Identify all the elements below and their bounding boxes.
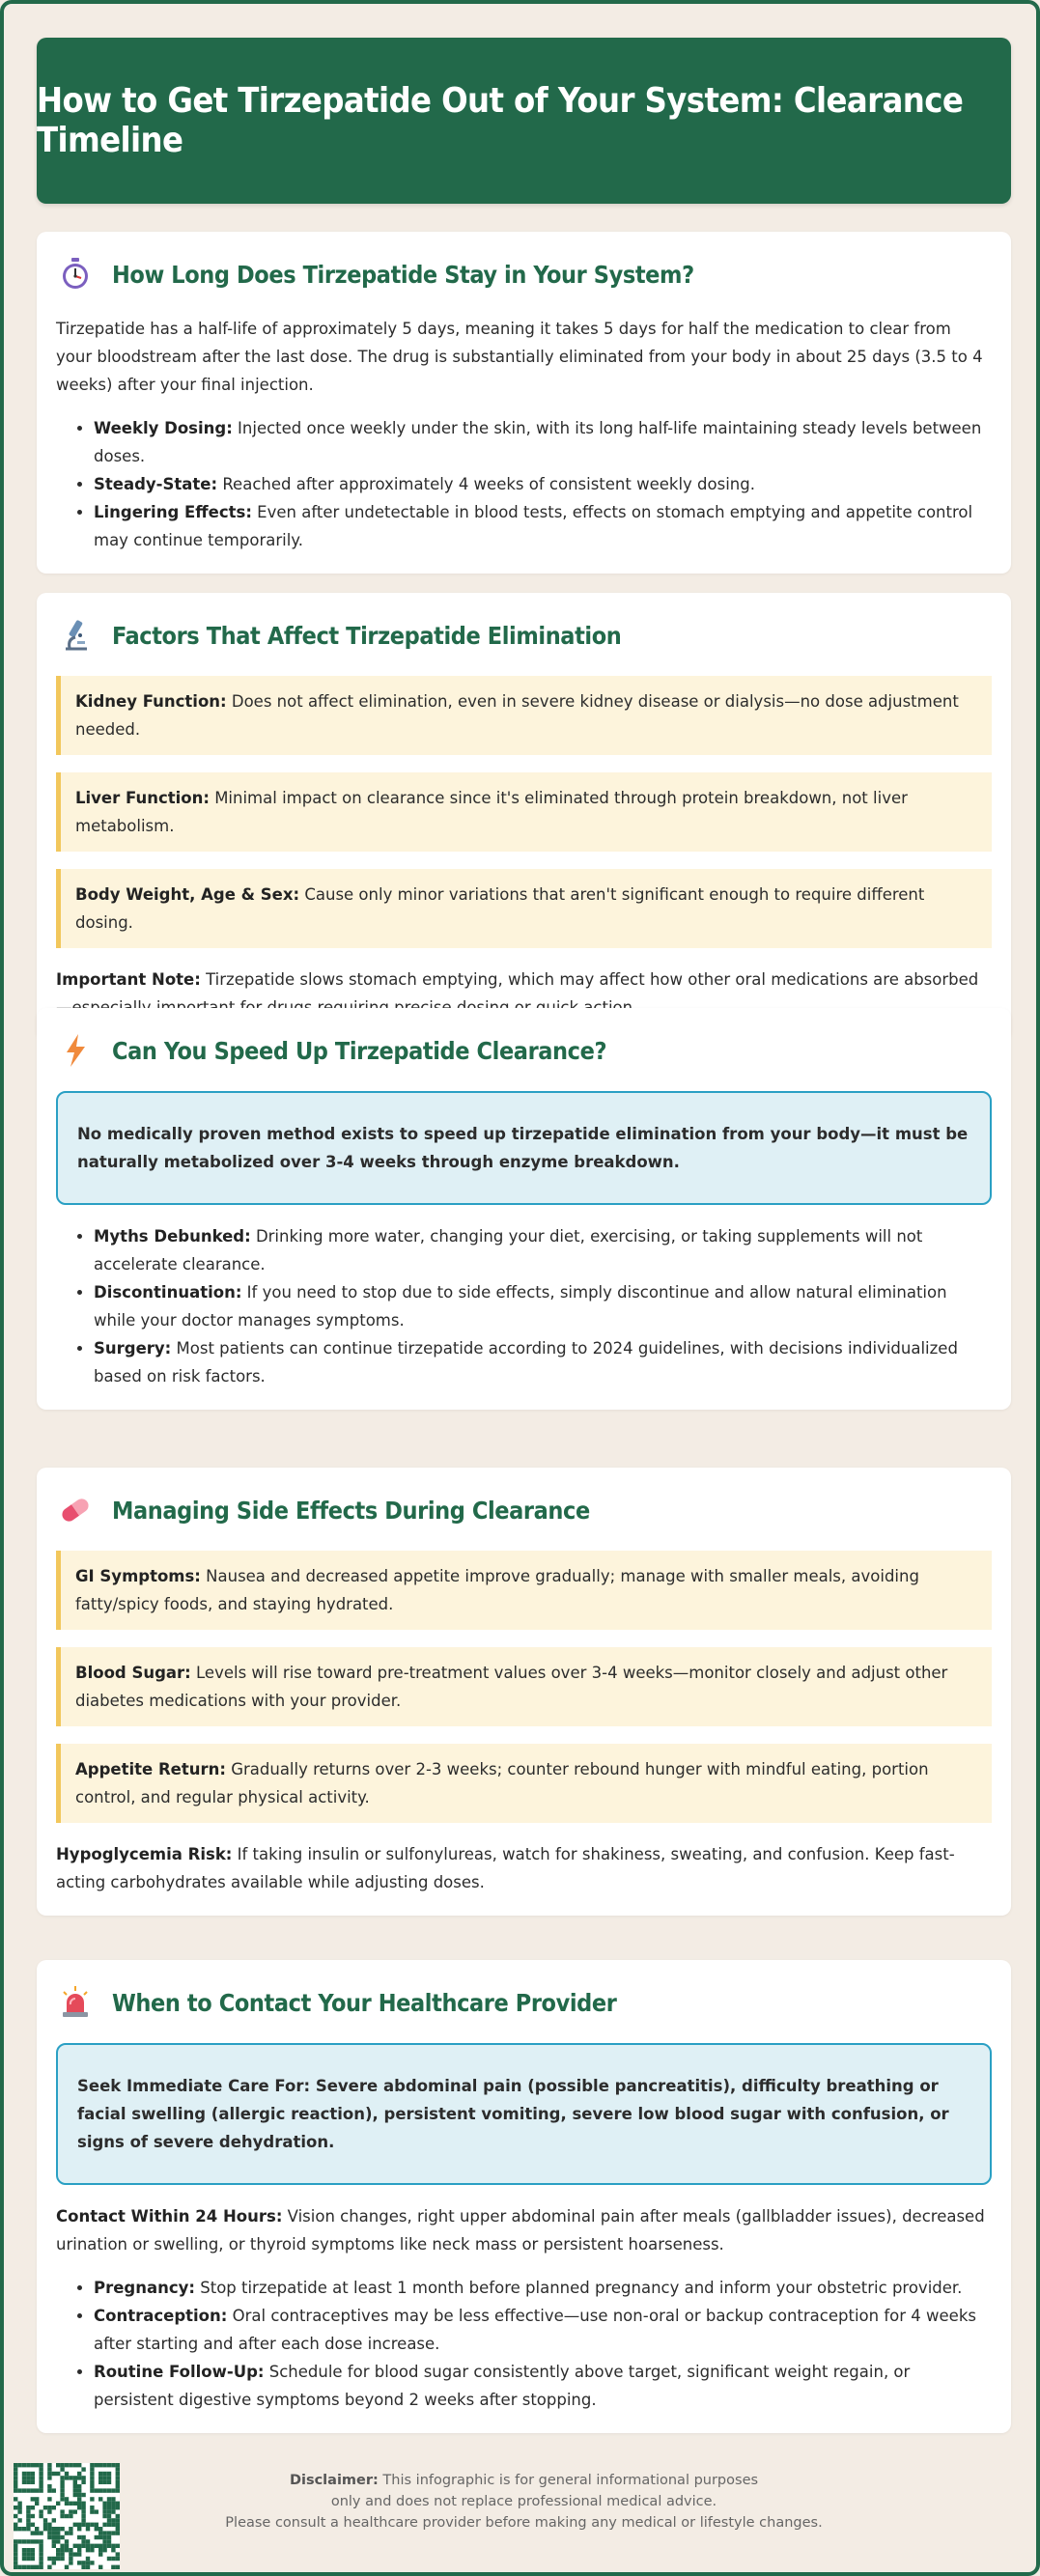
list-item: • Surgery: Most patients can continue tirzepatide according to 2024 guidelines, with decisions individualized based on risk factors.	[94, 1334, 992, 1390]
callout-appetite-return: Appetite Return: Gradually returns over 2-3 weeks; counter rebound hunger with mindful eating, portion control, and regular physical activity.	[56, 1744, 992, 1823]
list-item: • Myths Debunked: Drinking more water, changing your diet, exercising, or taking supplements will not accelerate clearance.	[94, 1222, 992, 1278]
stopwatch-icon	[56, 255, 95, 294]
hypoglycemia-note: Hypoglycemia Risk: If taking insulin or sulfonylureas, watch for shakiness, sweating, and confusion. Keep fast-acting carbohydrates available while adjusting doses.	[56, 1845, 955, 1891]
section-title: Can You Speed Up Tirzepatide Clearance?	[112, 1036, 607, 1065]
contact-24-hours: Contact Within 24 Hours: Vision changes, right upper abdominal pain after meals (gallbladder issues), decreased urination or swelling, or thyroid symptoms like neck mass or persistent hoarseness.	[56, 2207, 985, 2254]
callout-kidney-function: Kidney Function: Does not affect elimination, even in severe kidney disease or dialysis—no dose adjustment needed.	[56, 676, 992, 755]
title-banner	[37, 38, 1011, 204]
callout-blood-sugar: Blood Sugar: Levels will rise toward pre-treatment values over 3-4 weeks—monitor closely and adjust other diabetes medications with your provider.	[56, 1647, 992, 1726]
section-title: Managing Side Effects During Clearance	[112, 1496, 590, 1525]
highlight-box: No medically proven method exists to speed up tirzepatide elimination from your body—it must be naturally metabolized over 3-4 weeks through enzyme breakdown.	[56, 1091, 992, 1205]
section-speed-up-clearance	[37, 1008, 1011, 1410]
section-managing-side-effects	[37, 1468, 1011, 1916]
disclaimer: Disclaimer: This infographic is for general informational purposes only and does not replace professional medical advice. Please consult a healthcare provider before making any medical or lifestyle changes.	[225, 2473, 823, 2531]
bullet-list	[56, 2274, 992, 2414]
list-item: • Lingering Effects: Even after undetectable in blood tests, effects on stomach emptying and appetite control may continue temporarily.	[94, 498, 992, 554]
callout-body-weight: Body Weight, Age & Sex: Cause only minor variations that aren't significant enough to require different dosing.	[56, 869, 992, 948]
footer	[4, 2456, 1040, 2572]
section-contact-provider	[37, 1960, 1011, 2433]
lightning-icon	[56, 1031, 95, 1070]
callout-liver-function: Liver Function: Minimal impact on clearance since it's eliminated through protein breakdown, not liver metabolism.	[56, 772, 992, 852]
section-elimination-factors	[37, 593, 1011, 1041]
important-note: Important Note: Tirzepatide slows stomach emptying, which may affect how other oral medications are absorbed	[56, 970, 979, 989]
page-title: How to Get Tirzepatide Out of Your System: Clearance Timeline	[37, 81, 964, 160]
microscope-icon	[56, 616, 95, 655]
section-title: How Long Does Tirzepatide Stay in Your System?	[112, 260, 694, 289]
siren-icon	[56, 1983, 95, 2022]
section-title: When to Contact Your Healthcare Provider	[112, 1988, 617, 2017]
section-header	[56, 1489, 992, 1531]
list-item: • Steady-State: Reached after approximately 4 weeks of consistent weekly dosing.	[94, 470, 992, 498]
section-header	[56, 614, 992, 657]
section-title: Factors That Affect Tirzepatide Elimination	[112, 621, 622, 650]
list-item: • Routine Follow-Up: Schedule for blood sugar consistently above target, significant weight regain, or persistent digestive symptoms beyond 2 weeks after stopping.	[94, 2358, 992, 2414]
section-intro: Tirzepatide has a half-life of approximately 5 days, meaning it takes 5 days for half the medication to clear from your bloodstream after the last dose. The drug is substantially eliminated from your body in about 25 days (3.5 to 4 weeks) after your final injection.	[56, 320, 983, 394]
section-header	[56, 1029, 992, 1072]
pill-icon	[56, 1491, 95, 1529]
section-stay-in-system	[37, 232, 1011, 574]
list-item: • Weekly Dosing: Injected once weekly under the skin, with its long half-life maintaining steady levels between doses.	[94, 414, 992, 470]
callout-gi-symptoms: GI Symptoms: Nausea and decreased appetite improve gradually; manage with smaller meals, avoiding fatty/spicy foods, and staying hydrated.	[56, 1551, 992, 1630]
bullet-list	[56, 1222, 992, 1390]
list-item: • Pregnancy: Stop tirzepatide at least 1 month before planned pregnancy and inform your obstetric provider.	[94, 2274, 992, 2302]
section-header	[56, 1981, 992, 2024]
immediate-care-box: Seek Immediate Care For: Severe abdominal pain (possible pancreatitis), difficulty breathing or facial swelling (allergic reaction), persistent vomiting, severe low blood sugar with confusion, or signs of severe dehydration.	[56, 2043, 992, 2185]
bullet-list	[56, 414, 992, 554]
list-item: • Discontinuation: If you need to stop due to side effects, simply discontinue and allow natural elimination while your doctor manages symptoms.	[94, 1278, 992, 1334]
qr-code-icon	[14, 2463, 120, 2569]
list-item: • Contraception: Oral contraceptives may be less effective—use non-oral or backup contraception for 4 weeks after starting and after each dose increase.	[94, 2302, 992, 2358]
section-header	[56, 253, 992, 295]
